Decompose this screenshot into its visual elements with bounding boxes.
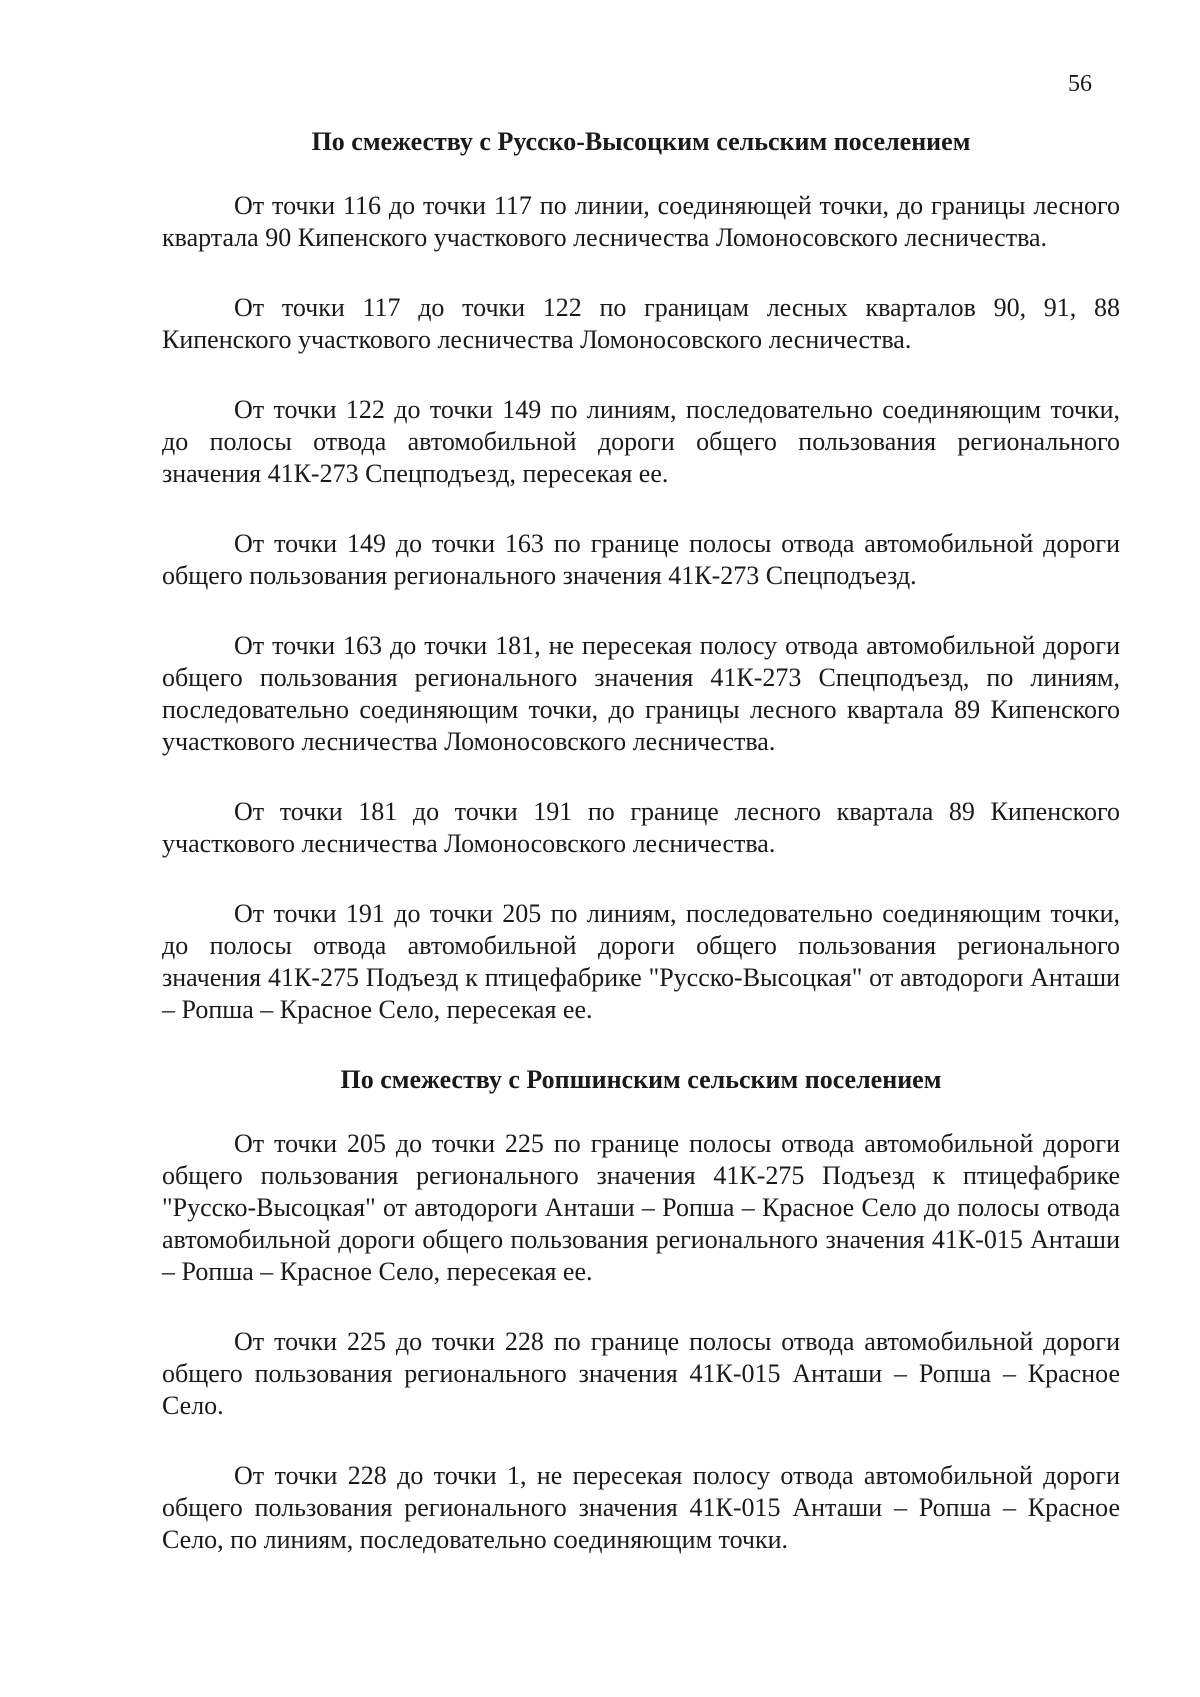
- paragraph: От точки 225 до точки 228 по границе полосы отвода автомобильной дороги общего пользования регионального значения 41К-015 Анташи – Ропша – Красное Село.: [162, 1327, 1120, 1420]
- page-number: 56: [1068, 71, 1092, 97]
- paragraph: От точки 228 до точки 1, не пересекая полосу отвода автомобильной дороги общего пользования регионального значения 41К-015 Анташи – Ропша – Красное Село, по линиям, последовательно соединяющим точки.: [162, 1461, 1120, 1554]
- paragraph: От точки 149 до точки 163 по границе полосы отвода автомобильной дороги общего пользования регионального значения 41К-273 Спецподъезд.: [162, 529, 1120, 590]
- paragraph: От точки 181 до точки 191 по границе лесного квартала 89 Кипенского участкового лесничества Ломоносовского лесничества.: [162, 797, 1120, 858]
- paragraph: От точки 122 до точки 149 по линиям, последовательно соединяющим точки, до полосы отвода автомобильной дороги общего пользования регионального значения 41К-273 Спецподъезд, пересекая ее.: [162, 395, 1120, 488]
- paragraph: От точки 163 до точки 181, не пересекая полосу отвода автомобильной дороги общего пользования регионального значения 41К-273 Спецподъезд, по линиям, последовательно соединяющим точки, до границы лесного квартала 89 Кипенского участкового лесничества Ломоносовского лесничества.: [162, 631, 1120, 756]
- document-body: [162, 126, 1120, 1556]
- section-title-russko-vysotskoe: По смежеству с Русско-Высоцким сельским поселением: [311, 127, 971, 156]
- section-title-ropshinskoe: По смежеству с Ропшинским сельским поселением: [340, 1065, 942, 1094]
- paragraph: От точки 191 до точки 205 по линиям, последовательно соединяющим точки, до полосы отвода автомобильной дороги общего пользования регионального значения 41К-275 Подъезд к птицефабрике "Русско-Высоцкая" от автодороги Анташи – Ропша – Красное Село, пересекая ее.: [162, 899, 1120, 1024]
- paragraph: От точки 205 до точки 225 по границе полосы отвода автомобильной дороги общего пользования регионального значения 41К-275 Подъезд к птицефабрике "Русско-Высоцкая" от автодороги Анташи – Ропша – Красное Село до полосы отвода автомобильной дороги общего пользования регионального значения 41К-015 Анташи – Ропша – Красное Село, пересекая ее.: [162, 1129, 1120, 1286]
- paragraph: От точки 117 до точки 122 по границам лесных кварталов 90, 91, 88 Кипенского участкового лесничества Ломоносовского лесничества.: [162, 293, 1120, 354]
- paragraph: От точки 116 до точки 117 по линии, соединяющей точки, до границы лесного квартала 90 Кипенского участкового лесничества Ломоносовского лесничества.: [162, 191, 1120, 252]
